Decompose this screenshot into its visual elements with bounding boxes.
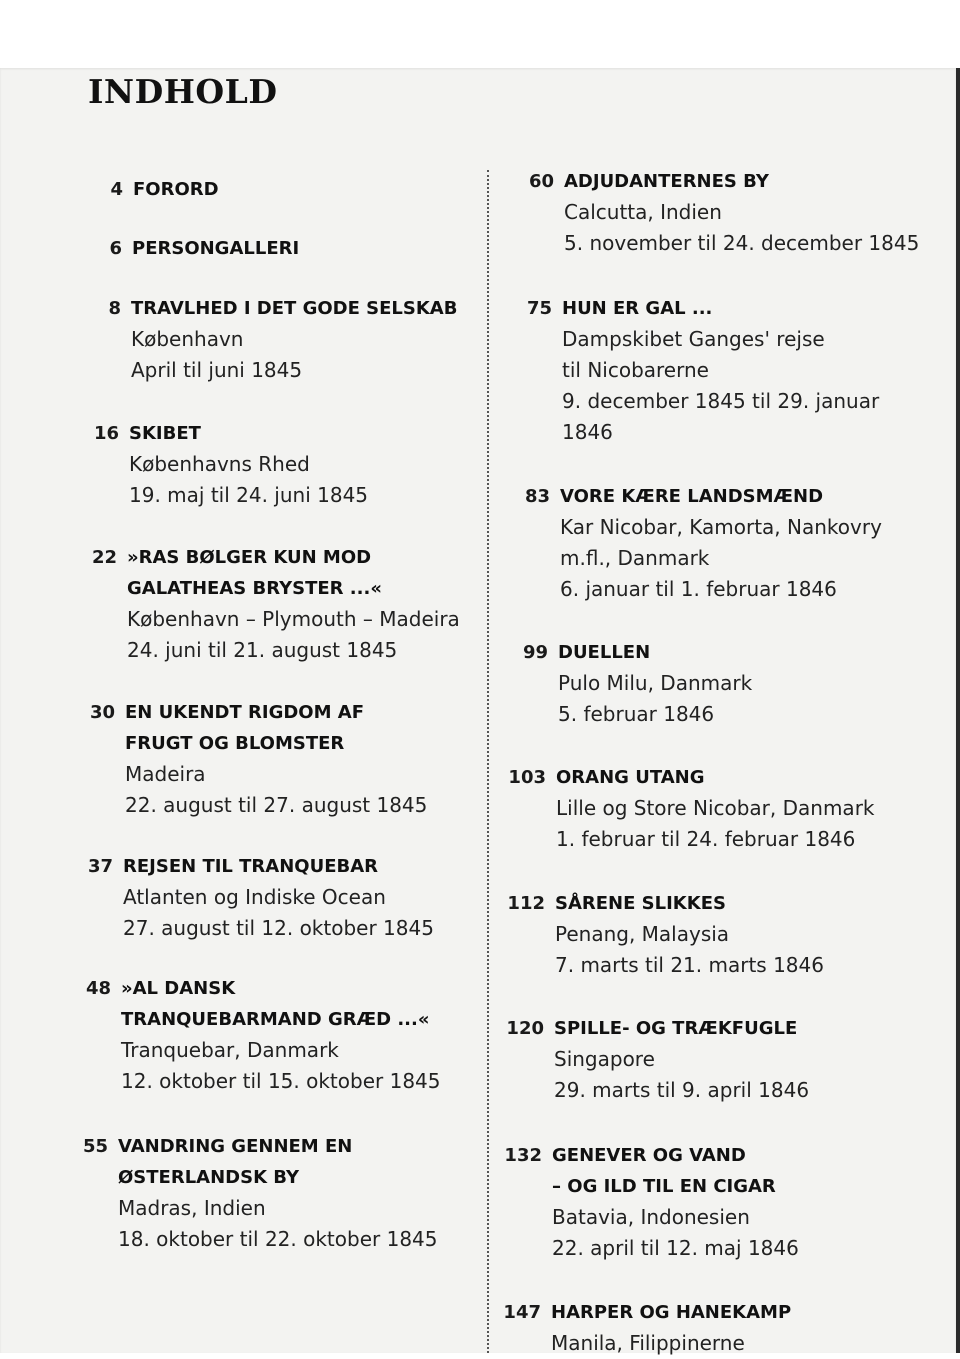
toc-chapter-detail: 19. maj til 24. juni 1845 xyxy=(129,483,369,507)
toc-chapter-title: ORANG UTANG xyxy=(556,767,705,788)
toc-chapter-detail: 9. december 1845 til 29. januar xyxy=(562,389,880,413)
toc-chapter-title: VANDRING GENNEM EN xyxy=(118,1136,353,1157)
toc-chapter-detail: Madras, Indien xyxy=(118,1196,266,1220)
toc-chapter-detail: Penang, Malaysia xyxy=(555,922,730,946)
toc-chapter-title: HUN ER GAL ... xyxy=(562,298,713,319)
toc-chapter-title: PERSONGALLERI xyxy=(132,238,300,259)
toc-page-number: 120 xyxy=(506,1018,544,1039)
toc-chapter-title: SKIBET xyxy=(129,423,201,444)
toc-chapter-detail: Singapore xyxy=(554,1047,655,1071)
toc-page-number: 4 xyxy=(110,179,123,200)
toc-chapter-title: »AL DANSK xyxy=(121,978,236,999)
toc-page-number: 37 xyxy=(87,856,113,877)
toc-chapter-title: GENEVER OG VAND xyxy=(552,1145,746,1166)
toc-chapter-title: SPILLE- OG TRÆKFUGLE xyxy=(554,1018,798,1039)
toc-page-number: 132 xyxy=(504,1145,542,1166)
toc-chapter-detail: 27. august til 12. oktober 1845 xyxy=(123,916,434,940)
toc-chapter-title: TRAVLHED I DET GODE SELSKAB xyxy=(131,298,458,319)
toc-chapter-detail: 29. marts til 9. april 1846 xyxy=(554,1078,810,1102)
toc-entry xyxy=(522,637,753,730)
toc-page-number: 55 xyxy=(82,1136,108,1157)
toc-chapter-detail: København xyxy=(131,327,244,351)
toc-chapter-detail: København – Plymouth – Madeira xyxy=(127,607,460,631)
toc-chapter-detail: 22. april til 12. maj 1846 xyxy=(552,1236,799,1260)
toc-page-number: 60 xyxy=(528,171,554,192)
toc-chapter-detail: 5. februar 1846 xyxy=(558,702,715,726)
toc-page-number: 48 xyxy=(85,978,111,999)
toc-entry xyxy=(526,293,880,448)
toc-page-number: 75 xyxy=(526,298,552,319)
toc-chapter-detail: Lille og Store Nicobar, Danmark xyxy=(556,796,875,820)
toc-entry xyxy=(524,481,882,605)
toc-page-number: 147 xyxy=(503,1302,541,1323)
toc-chapter-detail: 6. januar til 1. februar 1846 xyxy=(560,577,837,601)
toc-chapter-detail: til Nicobarerne xyxy=(562,358,709,382)
toc-chapter-detail: Calcutta, Indien xyxy=(564,200,722,224)
toc-chapter-detail: Manila, Filippinerne xyxy=(551,1331,745,1355)
toc-chapter-title: »RAS BØLGER KUN MOD xyxy=(127,547,372,568)
page-title: INDHOLD xyxy=(88,72,278,111)
toc-chapter-detail: 7. marts til 21. marts 1846 xyxy=(555,953,824,977)
toc-chapter-detail: Pulo Milu, Danmark xyxy=(558,671,753,695)
toc-entry xyxy=(507,888,824,981)
toc-chapter-detail: 18. oktober til 22. oktober 1845 xyxy=(118,1227,438,1251)
toc-chapter-detail: 22. august til 27. august 1845 xyxy=(125,793,428,817)
toc-chapter-title: ØSTERLANDSK BY xyxy=(118,1167,300,1188)
toc-chapter-detail: Batavia, Indonesien xyxy=(552,1205,750,1229)
toc-chapter-detail: Dampskibet Ganges' rejse xyxy=(562,327,825,351)
toc-chapter-title: DUELLEN xyxy=(558,642,651,663)
toc-chapter-detail: Madeira xyxy=(125,762,206,786)
toc-entry xyxy=(504,1140,799,1264)
toc-chapter-detail: April til juni 1845 xyxy=(131,358,303,382)
toc-chapter-detail: 5. november til 24. december 1845 xyxy=(564,231,920,255)
toc-page-number: 22 xyxy=(91,547,117,568)
toc-chapter-title: EN UKENDT RIGDOM AF xyxy=(125,702,365,723)
toc-entry xyxy=(503,1297,792,1359)
toc-chapter-detail: 1846 xyxy=(562,420,613,444)
toc-chapter-title: FRUGT OG BLOMSTER xyxy=(125,733,345,754)
toc-page-number: 30 xyxy=(89,702,115,723)
toc-chapter-detail: Atlanten og Indiske Ocean xyxy=(123,885,386,909)
toc-page-number: 112 xyxy=(507,893,545,914)
toc-chapter-title: GALATHEAS BRYSTER ...« xyxy=(127,578,382,599)
toc-page-number: 83 xyxy=(524,486,550,507)
toc-chapter-detail: 24. juni til 21. august 1845 xyxy=(127,638,398,662)
toc-entry xyxy=(506,1013,810,1106)
toc-chapter-title: FORORD xyxy=(133,179,219,200)
toc-chapter-title: HARPER OG HANEKAMP xyxy=(551,1302,792,1323)
toc-chapter-detail: Tranquebar, Danmark xyxy=(121,1038,339,1062)
toc-chapter-detail: Kar Nicobar, Kamorta, Nankovry xyxy=(560,515,882,539)
toc-page-number: 103 xyxy=(508,767,546,788)
toc-chapter-title: REJSEN TIL TRANQUEBAR xyxy=(123,856,379,877)
toc-chapter-title: TRANQUEBARMAND GRÆD ...« xyxy=(121,1009,430,1030)
toc-chapter-title: VORE KÆRE LANDSMÆND xyxy=(560,486,824,507)
toc-page-number: 8 xyxy=(108,298,121,319)
toc-chapter-detail: 12. oktober til 15. oktober 1845 xyxy=(121,1069,441,1093)
toc-page-number: 16 xyxy=(93,423,119,444)
toc-page-number: 6 xyxy=(109,238,122,259)
toc-entry xyxy=(528,166,920,259)
toc-chapter-title: – OG ILD TIL EN CIGAR xyxy=(552,1176,776,1197)
toc-chapter-title: ADJUDANTERNES BY xyxy=(564,171,769,192)
toc-page-number: 99 xyxy=(522,642,548,663)
toc-chapter-detail: 1. februar til 24. februar 1846 xyxy=(556,827,856,851)
toc-chapter-detail: Københavns Rhed xyxy=(129,452,310,476)
toc-chapter-detail: m.fl., Danmark xyxy=(560,546,710,570)
toc-chapter-title: SÅRENE SLIKKES xyxy=(555,893,726,914)
toc-entry xyxy=(508,762,875,855)
